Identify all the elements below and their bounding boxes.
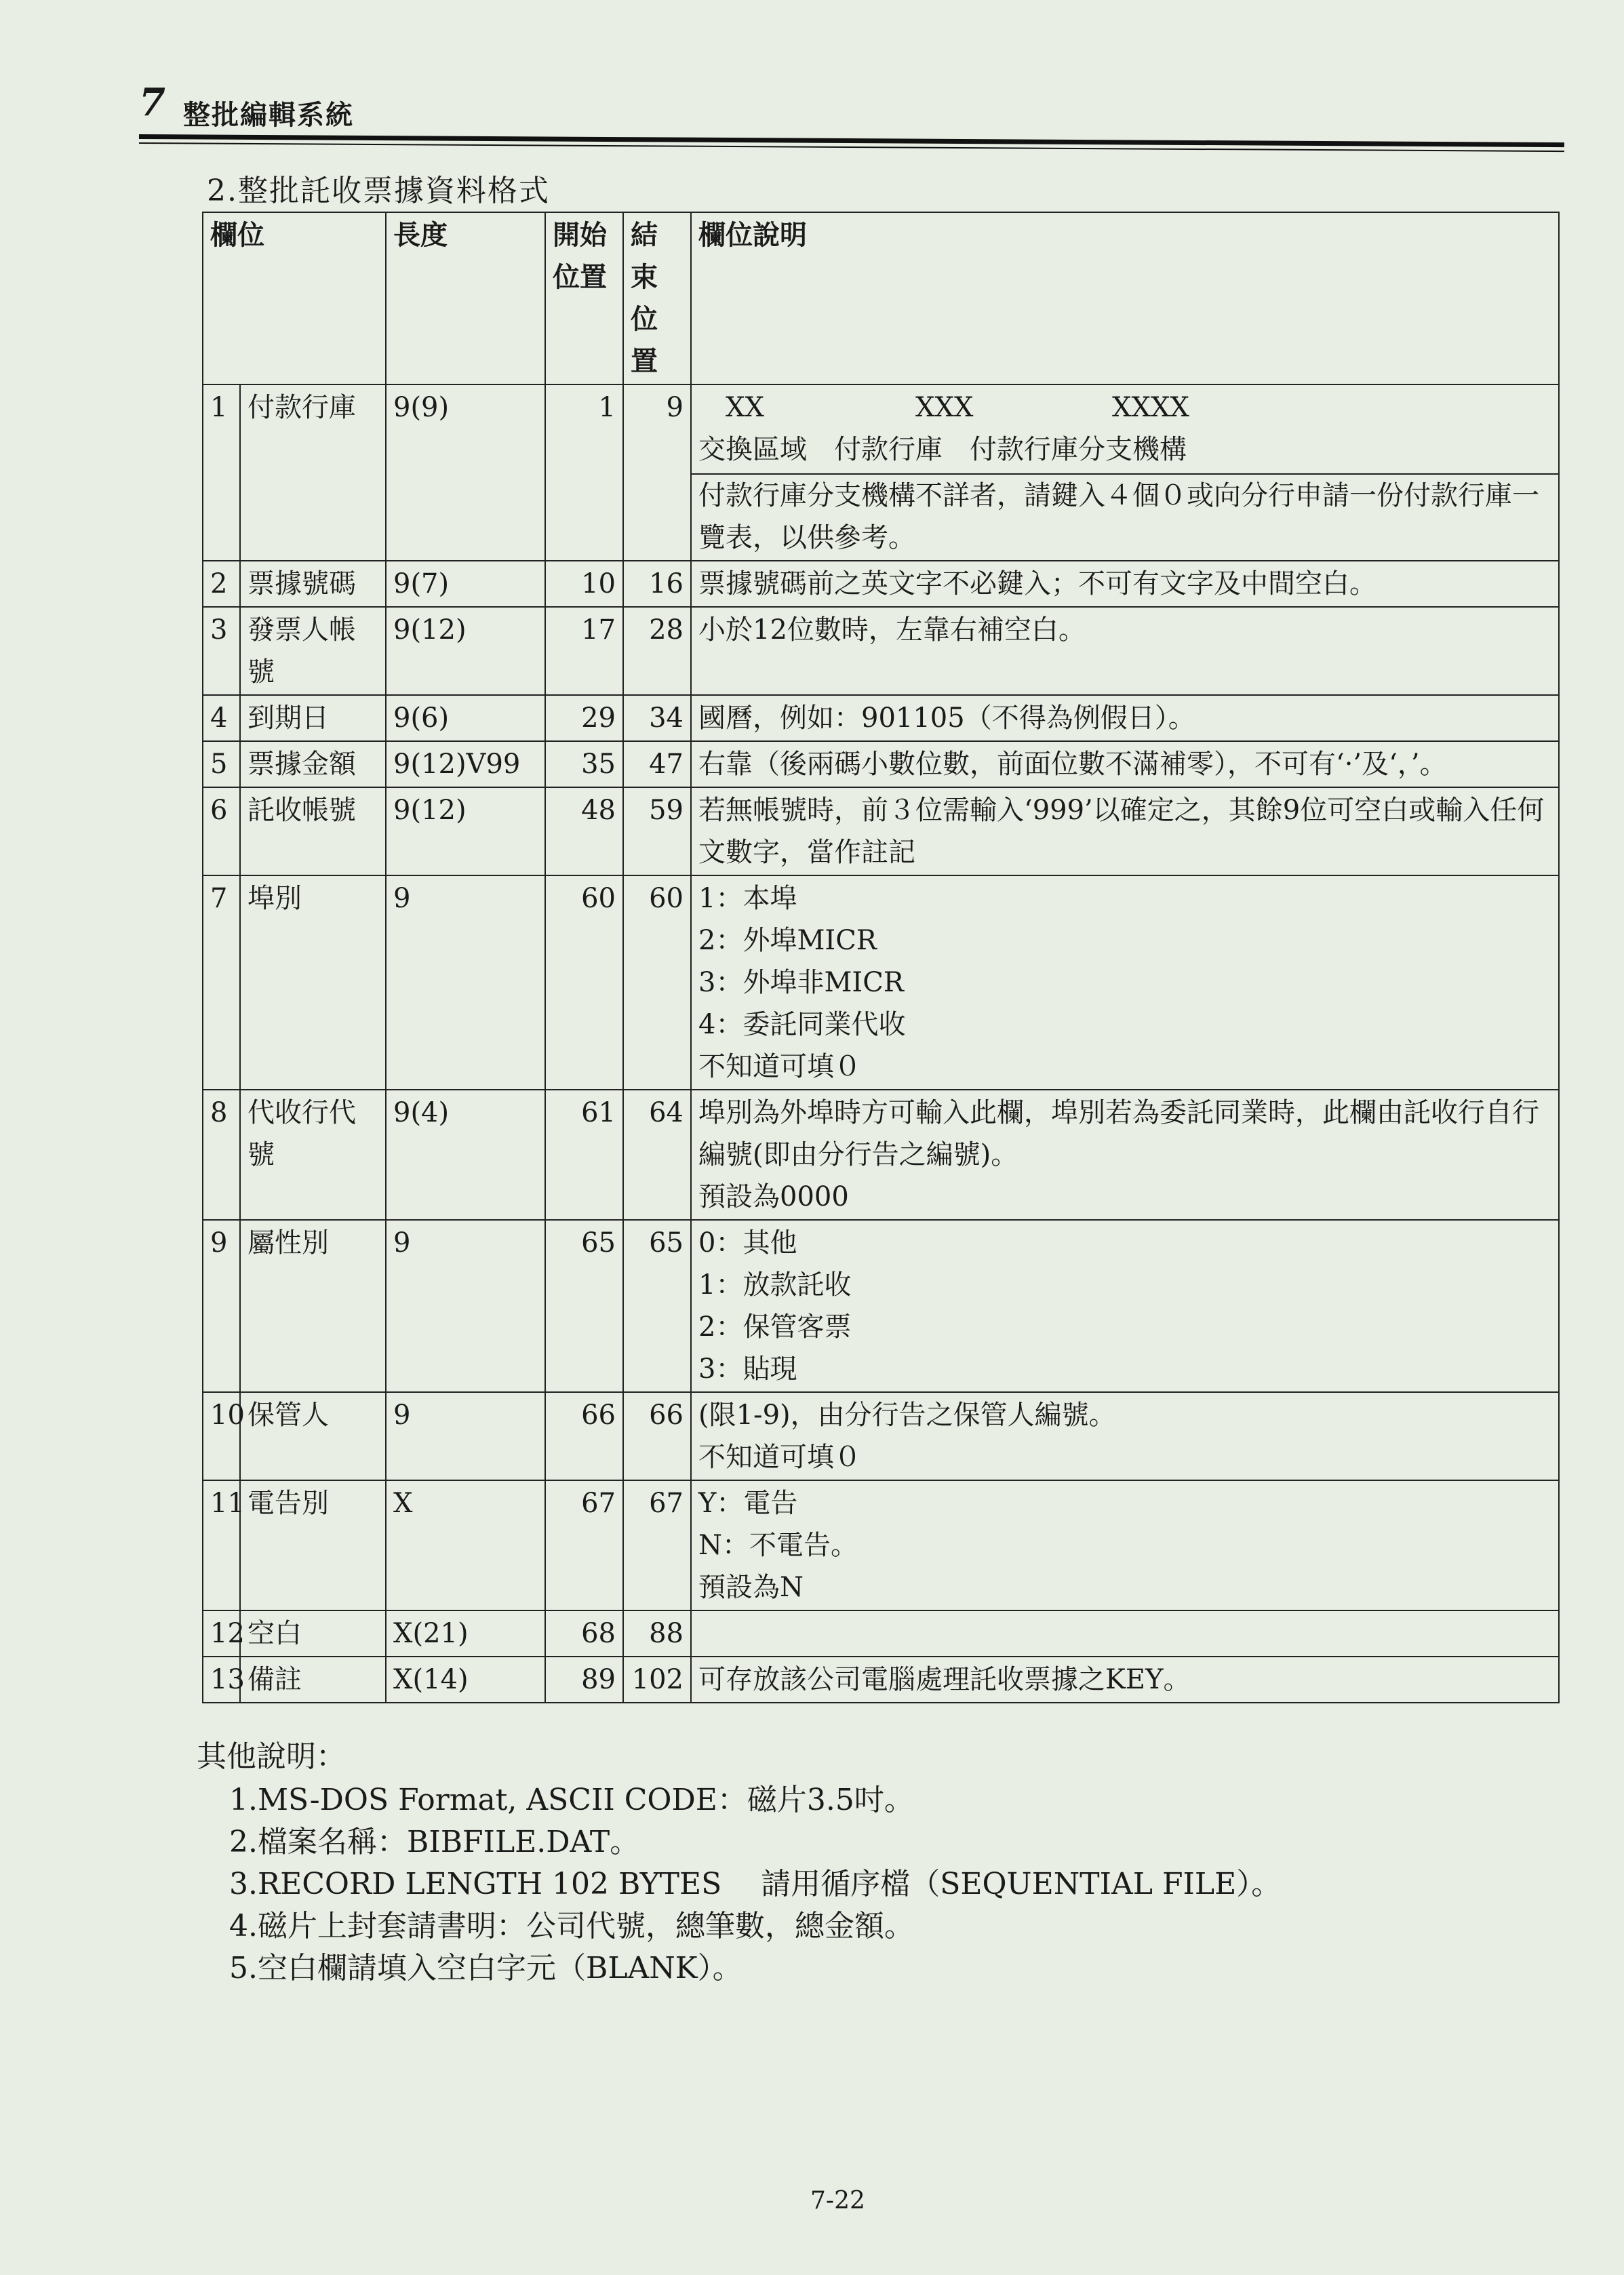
note-item: 1.MS-DOS Format, ASCII CODE：磁片3.5吋。 [229,1783,914,1817]
note-item: 4.磁片上封套請書明：公司代號，總筆數，總金額。 [229,1909,914,1943]
field-description-cell [691,1657,1559,1703]
field-description-cell [691,741,1559,787]
field-end-cell: 47 [623,741,691,787]
format-table [202,212,1560,1703]
field-end-cell: 16 [623,561,691,607]
field-end-cell: 66 [623,1392,691,1480]
field-description-cell [691,384,1559,561]
field-start-cell: 66 [545,1392,623,1480]
chapter-number: 7 [139,80,165,125]
description-line: 小於12位數時，左靠右補空白。 [698,614,1086,646]
field-start-cell: 17 [545,607,623,695]
table-header-row [203,212,1559,384]
note-item: 5.空白欄請填入空白字元（BLANK）。 [229,1951,742,1985]
field-length-cell: 9(12) [386,607,545,695]
description-line: 2：外埠MICR [698,925,877,956]
field-end-cell: 28 [623,607,691,695]
field-number-cell: 11 [203,1480,240,1610]
field-name-cell: 託收帳號 [240,787,386,875]
field-end-cell: 102 [623,1657,691,1703]
field-number-cell: 4 [203,695,240,741]
field-number-cell: 7 [203,875,240,1090]
table-row [203,741,1559,787]
header-desc: 欄位說明 [691,212,1559,384]
header-field: 欄位 [203,212,386,384]
field-end-cell: 67 [623,1480,691,1610]
notes-title: 其他說明： [197,1739,346,1774]
description-line: 3：外埠非MICR [698,967,904,998]
field-name-cell: 代收行代號 [240,1090,386,1220]
field-description-cell [691,875,1559,1090]
table-row [203,607,1559,695]
field-number-cell: 13 [203,1657,240,1703]
code-pattern-line [698,387,1551,429]
table-row [203,384,1559,561]
table-row [203,1657,1559,1703]
table-row [203,875,1559,1090]
description-line: (限1-9)，由分行告之保管人編號。 [698,1400,1116,1431]
note-item: 2.檔案名稱：BIBFILE.DAT。 [229,1825,640,1859]
field-end-cell: 65 [623,1220,691,1392]
header-length: 長度 [386,212,545,384]
description-line: 0：其他 [698,1227,797,1259]
field-number-cell: 1 [203,384,240,561]
field-description-cell [691,1392,1559,1480]
description-line: 4：委託同業代收 [698,1009,906,1040]
field-name-cell: 空白 [240,1610,386,1657]
description-line: 預設為0000 [698,1181,849,1212]
field-length-cell: 9(9) [386,384,545,561]
field-end-cell: 9 [623,384,691,561]
field-name-cell: 電告別 [240,1480,386,1610]
section-title: 2.整批託收票據資料格式 [207,174,550,208]
field-length-cell: 9 [386,1392,545,1480]
description-line: 2：保管客票 [698,1311,852,1343]
field-description-cell [691,695,1559,741]
field-end-cell: 88 [623,1610,691,1657]
description-line: 可存放該公司電腦處理託收票據之KEY。 [698,1664,1191,1695]
field-length-cell: 9(12) [386,787,545,875]
table-row [203,1090,1559,1220]
field-end-cell: 64 [623,1090,691,1220]
description-line: 1：本埠 [698,883,797,914]
field-start-cell: 10 [545,561,623,607]
field-description-cell [691,607,1559,695]
field-description-cell [691,1610,1559,1657]
description-line: 票據號碼前之英文字不必鍵入；不可有文字及中間空白。 [698,568,1377,599]
field-length-cell: 9(12)V99 [386,741,545,787]
field-description-cell [691,787,1559,875]
field-length-cell: X(21) [386,1610,545,1657]
description-line: 埠別為外埠時方可輸入此欄，埠別若為委託同業時，此欄由託收行自行編號(即由分行告之編號)。 [698,1097,1539,1170]
description-line: Y：電告 [698,1488,798,1519]
field-start-cell: 61 [545,1090,623,1220]
table-row [203,1220,1559,1392]
description-line: 國曆，例如：901105（不得為例假日）。 [698,703,1195,734]
field-start-cell: 65 [545,1220,623,1392]
field-name-cell: 票據號碼 [240,561,386,607]
table-row [203,695,1559,741]
field-name-cell: 到期日 [240,695,386,741]
page-number: 7-22 [810,2187,865,2215]
field-start-cell: 68 [545,1610,623,1657]
header-start: 開始位置 [545,212,623,384]
field-description-cell [691,1090,1559,1220]
field-start-cell: 35 [545,741,623,787]
field-number-cell: 10 [203,1392,240,1480]
description-line: N：不電告。 [698,1530,858,1561]
description-line: 右靠（後兩碼小數位數，前面位數不滿補零），不可有‘·’及‘，’。 [698,749,1447,780]
description-line: 1：放款託收 [698,1269,852,1301]
code-pattern-segment: XX [726,392,764,423]
field-length-cell: 9(6) [386,695,545,741]
table-body [203,384,1559,1703]
description-line: 付款行庫分支機構不詳者，請鍵入４個０或向分行申請一份付款行庫一覽表，以供參考。 [692,473,1558,559]
field-name-cell: 備註 [240,1657,386,1703]
field-number-cell: 6 [203,787,240,875]
table-row [203,1610,1559,1657]
field-name-cell: 埠別 [240,875,386,1090]
field-start-cell: 89 [545,1657,623,1703]
page-header [139,80,1563,141]
field-length-cell: 9 [386,875,545,1090]
field-number-cell: 8 [203,1090,240,1220]
code-pattern-segment: XXXX [1112,392,1189,423]
chapter-title: 整批編輯系統 [183,99,354,131]
field-start-cell: 67 [545,1480,623,1610]
field-number-cell: 5 [203,741,240,787]
header-end: 結束位置 [623,212,691,384]
field-end-cell: 59 [623,787,691,875]
description-line: 若無帳號時，前３位需輸入‘999’以確定之，其餘9位可空白或輸入任何文數字，當作註記 [698,795,1545,868]
notes-section [197,1736,1281,1990]
description-line: 不知道可填０ [698,1442,861,1473]
field-description-cell [691,561,1559,607]
description-line: 3：貼現 [698,1353,797,1385]
field-number-cell: 12 [203,1610,240,1657]
field-number-cell: 9 [203,1220,240,1392]
field-length-cell: 9(7) [386,561,545,607]
field-name-cell: 付款行庫 [240,384,386,561]
field-length-cell: 9 [386,1220,545,1392]
note-item: 3.RECORD LENGTH 102 BYTES 請用循序檔（SEQUENTIAL FILE）。 [229,1867,1282,1901]
field-number-cell: 2 [203,561,240,607]
field-number-cell: 3 [203,607,240,695]
code-pattern-labels: 交換區域 付款行庫 付款行庫分支機構 [698,434,1187,465]
table-row [203,787,1559,875]
field-length-cell: 9(4) [386,1090,545,1220]
field-end-cell: 34 [623,695,691,741]
table-row [203,561,1559,607]
field-start-cell: 29 [545,695,623,741]
field-end-cell: 60 [623,875,691,1090]
description-line: 不知道可填０ [698,1051,861,1082]
field-name-cell: 發票人帳號 [240,607,386,695]
field-description-cell [691,1220,1559,1392]
description-line: 預設為N [698,1572,804,1603]
field-start-cell: 60 [545,875,623,1090]
table-row [203,1392,1559,1480]
table-row [203,1480,1559,1610]
field-length-cell: X [386,1480,545,1610]
field-start-cell: 48 [545,787,623,875]
field-name-cell: 屬性別 [240,1220,386,1392]
field-name-cell: 票據金額 [240,741,386,787]
field-name-cell: 保管人 [240,1392,386,1480]
field-length-cell: X(14) [386,1657,545,1703]
field-start-cell: 1 [545,384,623,561]
code-pattern-segment: XXX [915,392,974,423]
field-description-cell [691,1480,1559,1610]
